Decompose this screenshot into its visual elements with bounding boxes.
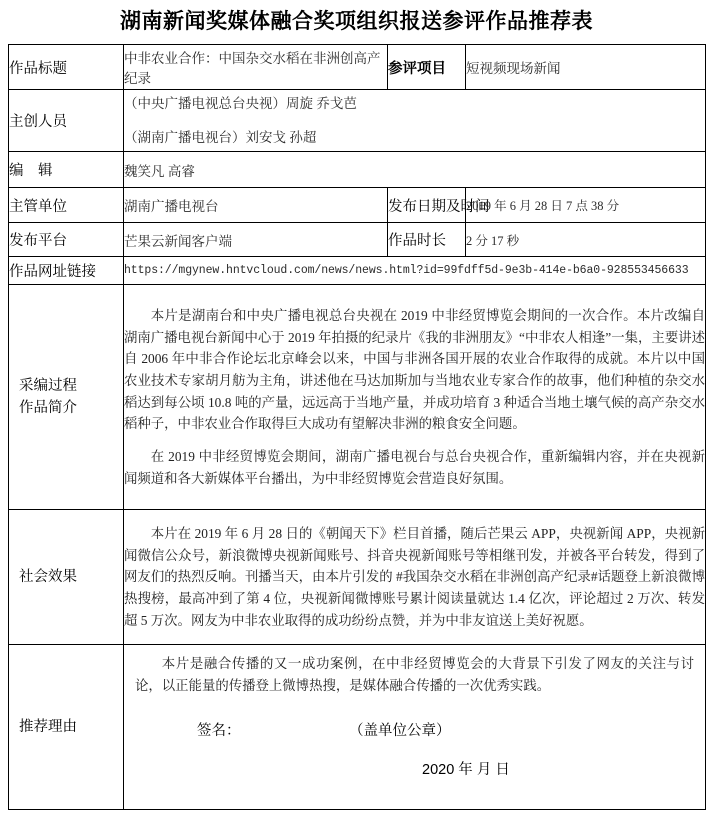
platform-label: 发布平台 xyxy=(9,223,124,257)
recommendation-body xyxy=(124,645,705,696)
signature-row xyxy=(124,697,705,740)
table-row-editor xyxy=(9,152,706,188)
category-value: 短视频现场新闻 xyxy=(466,45,706,90)
signature-date[interactable]: 2020 年 月 日 xyxy=(422,761,510,778)
creators-value xyxy=(124,90,706,152)
seal-label: （盖单位公章） xyxy=(349,722,451,739)
page-title: 湖南新闻奖媒体融合奖项组织报送参评作品推荐表 xyxy=(120,10,593,33)
process-label-cell xyxy=(9,285,124,510)
table-row-url xyxy=(9,257,706,285)
duration-value: 2 分 17 秒 xyxy=(466,223,706,257)
supervising-unit-value: 湖南广播电视台 xyxy=(124,188,388,223)
process-paragraph: 本片是湖南台和中央广播电视总台央视在 2019 中非经贸博览会期间的一次合作。本片改编自湖南广播电视台新闻中心于 2019 年拍摄的纪录片《我的非洲朋友》“中非农人相逢”一集，主要讲述自 2006 年中非合作论坛北京峰会以来，中国与非洲各国开展的农业合作取得的成就。本片以中国农业技术专家胡月舫为主角，讲述他在马达加斯加与当地农业专家合作的故事，他们种植的杂交水稻达到每公顷 10.8 吨的产量，远远高于当地产量，并成功培育 3 种适合当地土壤气候的高产杂交水稻种子，中非农业合作取得巨大成功有望解决非洲的粮食安全问题。 xyxy=(124,307,705,432)
creators-label: 主创人员 xyxy=(9,90,124,152)
url-label: 作品网址链接 xyxy=(9,257,124,285)
table-row-process xyxy=(9,285,706,510)
social-effect-paragraph: 本片在 2019 年 6 月 28 日的《朝闻天下》栏目首播，随后芒果云 APP，央视新闻 APP，央视新闻微信公众号，新浪微博央视新闻账号、抖音央视新闻账号等相继刊发，并被各平台转发，得到了网友们的热烈反响。刊播当天，由本片引发的 #我国杂交水稻在非洲创高产纪录#话题登上新浪微博热搜榜，最高冲到了第 4 位，央视新闻微博账号累计阅读量就达 1.4 亿次，评论超过 2 万次、转发超 5 万次。网友为中非农业取得的成功纷纷点赞，并为中非友谊送上美好祝愿。 xyxy=(124,525,705,628)
table-row-platform xyxy=(9,223,706,257)
supervising-unit-label: 主管单位 xyxy=(9,188,124,223)
recommendation-label-cell xyxy=(9,645,124,810)
recommendation-form-table xyxy=(8,44,706,810)
process-label-line2: 作品简介 xyxy=(19,400,77,417)
process-label-line1: 采编过程 xyxy=(19,377,77,394)
work-title-label: 作品标题 xyxy=(9,45,124,90)
process-paragraph: 在 2019 中非经贸博览会期间，湖南广播电视台与总台央视合作，重新编辑内容，并在央视新闻频道和各大新媒体平台播出，为中非经贸博览会营造良好氛围。 xyxy=(124,449,705,486)
table-row-supervising-unit xyxy=(9,188,706,223)
recommendation-paragraph: 本片是融合传播的又一成功案例，在中非经贸博览会的大背景下引发了网友的关注与讨论，以正能量的传播登上微博热搜，是媒体融合传播的一次优秀实践。 xyxy=(135,656,694,693)
work-title-value: 中非农业合作：中国杂交水稻在非洲创高产纪录 xyxy=(124,45,388,90)
publish-datetime-label: 发布日期及时间 xyxy=(388,198,490,215)
publish-datetime-label-cell xyxy=(388,188,490,223)
social-effect-body xyxy=(124,510,706,645)
social-effect-label: 社会效果 xyxy=(19,568,77,585)
platform-value: 芒果云新闻客户端 xyxy=(124,223,388,257)
table-row-work-title xyxy=(9,45,706,90)
category-label: 参评项目 xyxy=(388,45,466,90)
signature-label[interactable]: 签名： xyxy=(197,722,241,739)
table-row-creators xyxy=(9,90,706,152)
table-row-recommendation xyxy=(9,645,706,810)
creator-line: （中央广播电视总台央视）周旋 乔戈芭 xyxy=(124,96,357,112)
editor-value: 魏笑凡 高睿 xyxy=(124,152,706,188)
table-row-social-effect xyxy=(9,510,706,645)
url-value[interactable]: https://mgynew.hntvcloud.com/news/news.html?id=99fdff5d-9e3b-414e-b6a0-928553456633 xyxy=(124,257,706,285)
duration-label: 作品时长 xyxy=(388,223,466,257)
editor-label: 编 辑 xyxy=(9,152,124,188)
publish-datetime-value: 2019 年 6 月 28 日 7 点 38 分 xyxy=(466,188,706,223)
creator-line: （湖南广播电视台）刘安戈 孙超 xyxy=(124,129,317,145)
social-effect-label-cell xyxy=(9,510,124,645)
signature-block xyxy=(124,697,705,781)
recommendation-body-cell xyxy=(124,645,706,810)
process-body xyxy=(124,285,706,510)
recommendation-label: 推荐理由 xyxy=(19,718,77,735)
